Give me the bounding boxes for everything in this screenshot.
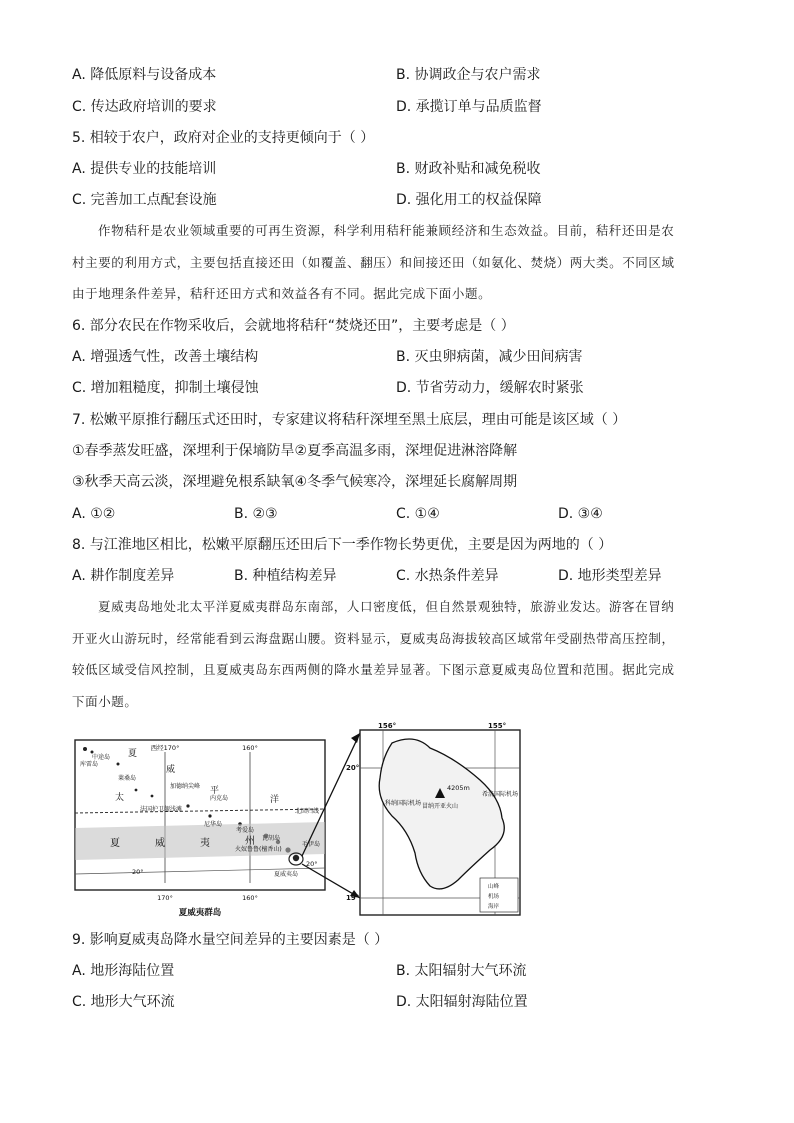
passage-hawaii-line: 较低区域受信风控制，且夏威夷岛东西两侧的降水量差异显著。下图示意夏威夷岛位置和范围。据此完成 xyxy=(72,662,675,677)
q5-option-d: D. 强化用工的权益保障 xyxy=(396,192,542,208)
q7-stem: 7. 松嫩平原推行翻压式还田时，专家建议将秸秆深埋至黑土底层，理由可能是该区域（ ） xyxy=(72,412,627,428)
lat-label: 20° xyxy=(132,868,144,876)
archipelago-map xyxy=(75,740,325,918)
q9-option-b: B. 太阳辐射大气环流 xyxy=(396,963,527,979)
q6-option-b: B. 灭虫卵病菌，减少田间病害 xyxy=(396,349,583,365)
hawaii-island-map xyxy=(346,722,520,915)
state-label: 夏 xyxy=(110,838,120,849)
lon-label: 160° xyxy=(242,744,258,752)
q7-statements-2: ③秋季天高云淡，深埋避免根系缺氧④冬季气候寒冷，深埋延长腐解周期 xyxy=(72,474,518,490)
q4-option-a: A. 降低原料与设备成本 xyxy=(72,67,217,83)
place-label: 毛伊岛 xyxy=(302,841,321,848)
legend-item: 山峰 xyxy=(488,884,500,890)
q7-statements-1: ①春季蒸发旺盛，深埋利于保墒防旱②夏季高温多雨，深埋促进淋溶降解 xyxy=(72,443,518,459)
place-label: 尼华岛 xyxy=(204,821,223,828)
peak-label: 4205m xyxy=(447,784,470,792)
q5-option-c: C. 完善加工点配套设施 xyxy=(72,192,217,208)
ocean-label: 平 xyxy=(210,786,220,796)
place-label: 库雷岛 xyxy=(80,761,99,768)
passage-straw-line: 作物秸秆是农业领域重要的可再生资源，科学利用秸秆能兼顾经济和生态效益。目前，秸秆还田是农 xyxy=(98,223,675,238)
q7-option-d: D. ③④ xyxy=(558,506,603,522)
place-label: 夏威夷岛 xyxy=(274,871,299,878)
place-label: 瓦胡岛 xyxy=(262,835,281,842)
passage-hawaii xyxy=(72,591,722,717)
q4-option-b: B. 协调政企与农户需求 xyxy=(396,67,541,83)
passage-hawaii-line: 下面小题。 xyxy=(72,693,138,709)
connector-arrow xyxy=(351,733,360,743)
lon-label: 西经170° xyxy=(150,744,180,752)
passage-straw xyxy=(72,215,722,310)
place-label: 火奴鲁鲁(檀香山) xyxy=(235,846,282,853)
q6-stem: 6. 部分农民在作物采收后，会就地将秸秆“焚烧还田”，主要考虑是（ ） xyxy=(72,318,515,334)
airport-label: 希洛国际机场 xyxy=(482,791,519,798)
volcano-label: 冒纳开亚火山 xyxy=(422,803,459,810)
lon-label: 160° xyxy=(242,894,258,902)
q6-option-d: D. 节省劳动力，缓解农时紧张 xyxy=(396,380,584,396)
q8-option-a: A. 耕作制度差异 xyxy=(72,568,175,584)
passage-hawaii-line: 开亚火山游玩时，经常能看到云海盘踞山腰。资料显示，夏威夷岛海拔较高区域常年受副热带高压控制， xyxy=(72,630,675,646)
place-label: 法国护卫舰浅滩 xyxy=(140,806,183,813)
q6-option-a: A. 增强透气性，改善土壤结构 xyxy=(72,349,259,365)
lat-label: 19° xyxy=(346,894,360,902)
lat-label: 20° xyxy=(346,764,360,772)
place-label: 内克岛 xyxy=(210,795,229,802)
place-label: 加德纳尖峰 xyxy=(170,783,201,790)
q7-option-c: C. ①④ xyxy=(396,506,440,522)
map-caption: 夏威夷群岛 xyxy=(178,908,222,918)
place-label: 考爱岛 xyxy=(236,827,255,834)
q4-option-c: C. 传达政府培训的要求 xyxy=(72,99,217,115)
q9-option-a: A. 地形海陆位置 xyxy=(72,963,175,979)
ocean-label: 威 xyxy=(166,765,176,775)
lat-label: 20° xyxy=(306,860,318,868)
tropic-label: 北回归线 xyxy=(295,808,320,815)
place-label: 莱桑岛 xyxy=(118,775,137,782)
legend-item: 机场 xyxy=(488,894,500,900)
airport-label: 科纳国际机场 xyxy=(385,800,422,807)
q6-option-c: C. 增加粗糙度，抑制土壤侵蚀 xyxy=(72,380,259,396)
passage-straw-line: 由于地理条件差异，秸秆还田方式和效益各有不同。据此完成下面小题。 xyxy=(72,286,492,301)
ocean-label: 洋 xyxy=(270,795,280,805)
q4-option-d: D. 承揽订单与品质监督 xyxy=(396,99,542,115)
q7-option-a: A. ①② xyxy=(72,506,116,522)
q8-option-b: B. 种植结构差异 xyxy=(234,568,337,584)
q9-option-c: C. 地形大气环流 xyxy=(72,994,175,1010)
ocean-label: 太 xyxy=(115,793,125,803)
lon-label: 155° xyxy=(488,722,507,730)
q7-option-b: B. ②③ xyxy=(234,506,278,522)
lon-label: 156° xyxy=(378,722,397,730)
state-label: 夷 xyxy=(200,838,210,849)
q8-option-c: C. 水热条件差异 xyxy=(396,568,499,584)
q5-stem: 5. 相较于农户，政府对企业的支持更倾向于（ ） xyxy=(72,130,375,146)
q8-stem: 8. 与江淮地区相比，松嫩平原翻压还田后下一季作物长势更优，主要是因为两地的（ ） xyxy=(72,537,613,553)
q5-option-a: A. 提供专业的技能培训 xyxy=(72,161,217,177)
state-label: 威 xyxy=(155,838,165,849)
passage-straw-line: 村主要的利用方式，主要包括直接还田（如覆盖、翻压）和间接还田（如氨化、焚烧）两大类。不同区域 xyxy=(72,254,675,270)
q5-option-b: B. 财政补贴和减免税收 xyxy=(396,161,541,177)
passage-hawaii-line: 夏威夷岛地处北太平洋夏威夷群岛东南部，人口密度低，但自然景观独特，旅游业发达。游客在冒纳 xyxy=(98,599,675,614)
q8-option-d: D. 地形类型差异 xyxy=(558,568,662,584)
q9-stem: 9. 影响夏威夷岛降水量空间差异的主要因素是（ ） xyxy=(72,932,389,948)
place-label: 中途岛 xyxy=(92,754,111,761)
hawaii-map-figure xyxy=(70,718,722,918)
ocean-label: 夏 xyxy=(128,749,138,759)
lon-label: 170° xyxy=(157,894,173,902)
q9-option-d: D. 太阳辐射海陆位置 xyxy=(396,994,528,1010)
state-label: 州 xyxy=(245,836,255,847)
legend-item: 海岸 xyxy=(488,904,500,910)
